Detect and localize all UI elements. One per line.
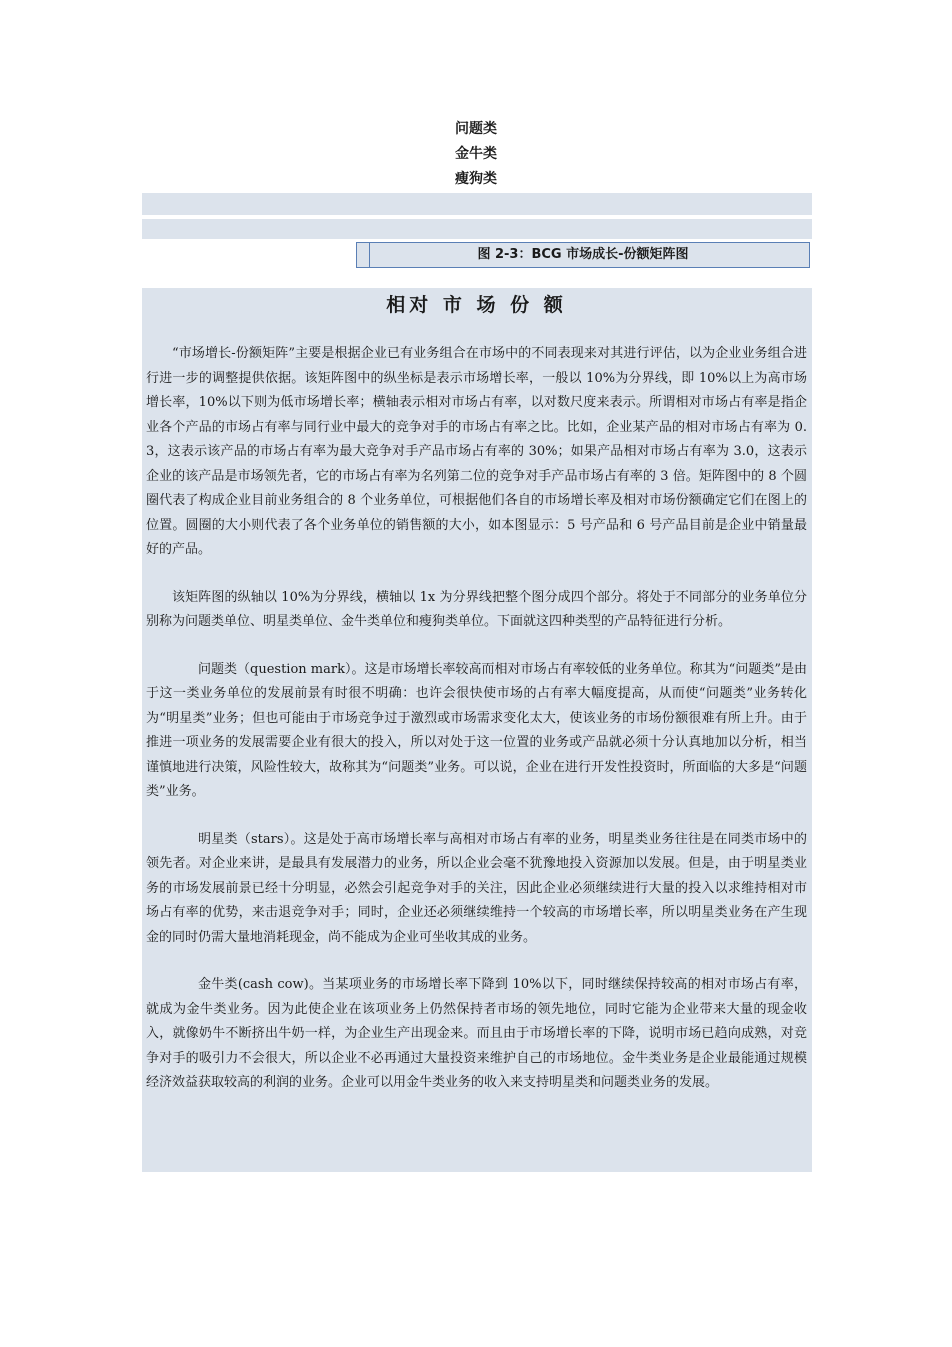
quadrant-label-question: 问题类 xyxy=(455,121,497,137)
quadrant-label-cashcow: 金牛类 xyxy=(455,146,497,162)
text-panel xyxy=(142,288,812,1172)
figure-band-top xyxy=(142,193,812,215)
paragraph-question-mark: 问题类（question mark）。这是市场增长率较高而相对市场占有率较低的业务单位。称其为“问题类”是由于这一类业务单位的发展前景有时很不明确：也许会很快使市场的占有率大幅度提高，从而使“问题类”业务转化为“明星类”业务；但也可能由于市场竞争过于激烈或市场需求变化太大，使该业务的市场份额很难有所上升。由于推进一项业务的发展需要企业有很大的投入，所以对处于这一位置的业务或产品就必须十分认真地加以分析，相当谨慎地进行决策，风险性较大，故称其为“问题类”业务。可以说，企业在进行开发性投资时，所面临的大多是“问题类”业务。 xyxy=(146,661,807,799)
quadrant-label-list xyxy=(0,117,952,192)
figure-caption-box xyxy=(356,242,810,268)
figure-band-bottom xyxy=(142,219,812,239)
panel-title: 相对 市 场 份 额 xyxy=(386,294,567,316)
caption-rule xyxy=(369,243,370,267)
figure-caption: 图 2-3：BCG 市场成长-份额矩阵图 xyxy=(477,247,689,262)
paragraph-quadrants: 该矩阵图的纵轴以 10%为分界线，横轴以 1x 为分界线把整个图分成四个部分。将处于不同部分的业务单位分别称为问题类单位、明星类单位、金牛类单位和瘦狗类单位。下面就这四种类型的产品特征进行分析。 xyxy=(146,589,807,629)
paragraph-intro: “市场增长-份额矩阵”主要是根据企业已有业务组合在市场中的不同表现来对其进行评估，以为企业业务组合进行进一步的调整提供依据。该矩阵图中的纵坐标是表示市场增长率，一般以 10%为分界线，即 10%以上为高市场增长率，10%以下则为低市场增长率；横轴表示相对市场占有率，以对数尺度来表示。所谓相对市场占有率是指企业各个产品的市场占有率与同行业中最大的竞争对手的市场占有率之比。比如，企业某产品的相对市场占有率为 0.3，这表示该产品的市场占有率为最大竞争对手产品市场占有率的 30%；如果产品相对市场占有率为 3.0，这表示企业的该产品是市场领先者，它的市场占有率为名列第二位的竞争对手产品市场占有率的 3 倍。矩阵图中的 8 个圆圈代表了构成企业目前业务组合的 8 个业务单位，可根据他们各自的市场增长率及相对市场份额确定它们在图上的位置。圆圈的大小则代表了各个业务单位的销售额的大小，如本图显示：5 号产品和 6 号产品目前是企业中销量最好的产品。 xyxy=(146,346,807,557)
paragraph-cash-cow: 金牛类(cash cow)。当某项业务的市场增长率下降到 10%以下，同时继续保持较高的相对市场占有率，就成为金牛类业务。因为此使企业在该项业务上仍然保持者市场的领先地位，同时它能为企业带来大量的现金收入，就像奶牛不断挤出牛奶一样，为企业生产出现金来。而且由于市场增长率的下降，说明市场已趋向成熟，对竞争对手的吸引力不会很大，所以企业不必再通过大量投资来维护自己的市场地位。金牛类业务是企业最能通过规模经济效益获取较高的利润的业务。企业可以用金牛类业务的收入来支持明星类和问题类业务的发展。 xyxy=(146,977,807,1090)
quadrant-label-dog: 瘦狗类 xyxy=(455,171,497,187)
paragraph-stars: 明星类（stars）。这是处于高市场增长率与高相对市场占有率的业务，明星类业务往往是在同类市场中的领先者。对企业来讲，是最具有发展潜力的业务，所以企业会毫不犹豫地投入资源加以发展。但是，由于明星类业务的市场发展前景已经十分明显，必然会引起竞争对手的关注，因此企业必须继续进行大量的投入以求维持相对市场占有率的优势，来击退竞争对手；同时，企业还必须继续维持一个较高的市场增长率，所以明星类业务在产生现金的同时仍需大量地消耗现金，尚不能成为企业可坐收其成的业务。 xyxy=(146,831,807,945)
